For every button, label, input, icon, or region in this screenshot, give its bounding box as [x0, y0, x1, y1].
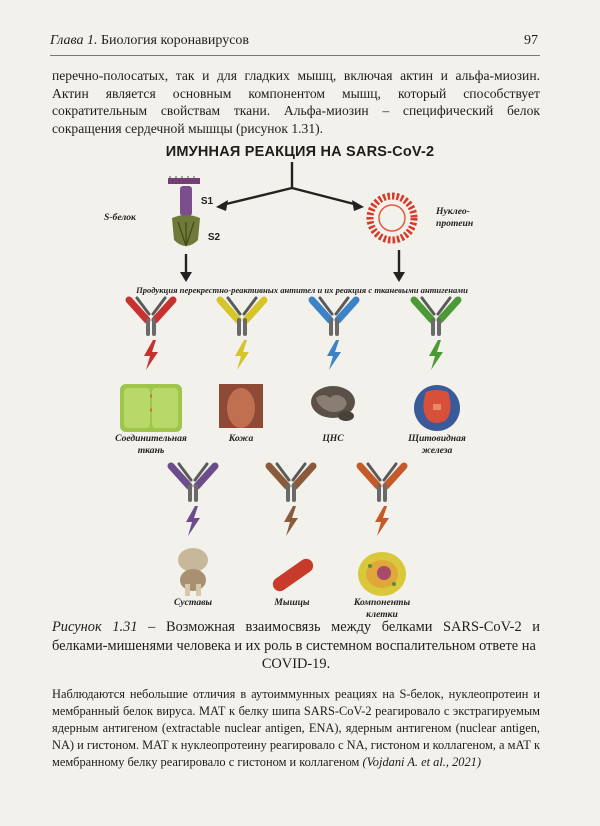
- target-label-line2: железа: [421, 445, 453, 456]
- target-label-muscles: Мышцы: [274, 597, 310, 608]
- citation: (Vojdani A. et al., 2021): [362, 755, 481, 769]
- figure-title: ИМУННАЯ РЕАКЦИЯ НА SARS-CoV-2: [165, 144, 435, 160]
- paragraph-bottom-text: Наблюдаются небольшие отличия в аутоиммунных реациях на S-белок, нуклеопротеин и мембранный белок вируса. МАТ к белку шипа SARS-CoV-2 реагировало с экстрагируемым ядерным антигеном (extractable nuclear antigen, ENA), ядерным антигеном (nuclear antigen, NA) и гистоном. МАТ к нуклеопротеину реагировало с NA, гистоном и коллагеном, а мАТ к мембранному белку реагировало с гистоном и коллагеном: [52, 687, 540, 769]
- lightning-icon: [327, 340, 341, 370]
- antibody-icon: [171, 464, 215, 536]
- caption-last-line: COVID-19.: [261, 656, 331, 672]
- figure-caption: [52, 618, 540, 674]
- lightning-icon: [235, 340, 249, 370]
- caption-label: Рисунок 1.31: [52, 619, 138, 635]
- page-number: 97: [524, 33, 538, 48]
- s-protein-icon: [168, 176, 200, 246]
- branch-arrows: [222, 162, 358, 205]
- target-label-skin: Кожа: [228, 433, 254, 444]
- antibody-icon: [414, 298, 458, 370]
- antibody-icon: [129, 298, 173, 370]
- target-label-thyroid: [386, 433, 488, 457]
- chapter-number: Глава 1.: [50, 33, 98, 48]
- connective-tissue-image: [120, 384, 182, 432]
- skin-image: [219, 384, 263, 428]
- down-arrows: [186, 250, 399, 274]
- production-label: Продукция перекрестно-реактивных антител и их реакция с тканевыми антигенами: [136, 285, 468, 295]
- joints-image: [178, 548, 208, 596]
- target-label-line1: Соединительная: [115, 433, 187, 444]
- target-label-connective: [96, 433, 206, 457]
- lightning-icon: [284, 506, 298, 536]
- thyroid-image: [414, 385, 460, 431]
- antibody-icon: [360, 464, 404, 536]
- lightning-icon: [186, 506, 200, 536]
- target-label-line1: Щитовидная: [408, 433, 466, 444]
- antibody-icon: [269, 464, 313, 536]
- lightning-icon: [375, 506, 389, 536]
- lightning-icon: [144, 340, 158, 370]
- muscle-image: [270, 556, 316, 594]
- target-label-joints: Суставы: [173, 597, 213, 608]
- antibody-icon: [220, 298, 264, 370]
- caption-text: – Возможная взаимосвязь между белками SARS-CoV-2 и белками-мишенями человека и их роль в системном воспалительном ответе на: [52, 619, 540, 654]
- chapter-title: Биология коронавирусов: [100, 33, 250, 48]
- target-label-line2: ткань: [137, 445, 165, 456]
- cell-image: [358, 552, 406, 596]
- lightning-icon: [429, 340, 443, 370]
- target-label-line2: клетки: [366, 609, 398, 620]
- target-label-line1: Компоненты: [353, 597, 411, 608]
- nucleoprotein-label: [436, 206, 486, 230]
- target-label-cns: ЦНС: [322, 433, 344, 444]
- nucleoprotein-label-line1: Нуклео-: [436, 206, 470, 217]
- brain-image: [311, 386, 355, 421]
- s2-label: S2: [207, 232, 221, 243]
- s1-label: S1: [200, 196, 214, 207]
- paragraph-bottom: [52, 686, 540, 771]
- paragraph-top: перечно-полосатых, так и для гладких мышц, включая актин и альфа-миозин. Актин является основным компонентом мышц, который способствует сократительным свойствам ткани. Альфа-миозин – специфический белок сокращения сердечной мышцы (рисунок 1.31).: [52, 68, 540, 136]
- s-protein-label: S-белок: [104, 212, 136, 223]
- nucleoprotein-label-line2: протеин: [436, 218, 474, 229]
- nucleoprotein-icon: [370, 196, 414, 240]
- antibody-icon: [312, 298, 356, 370]
